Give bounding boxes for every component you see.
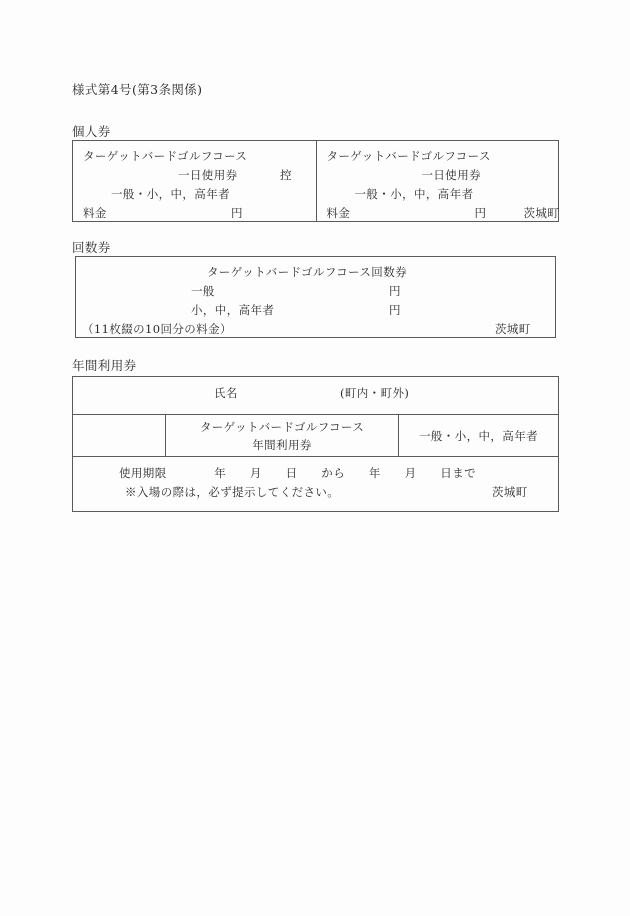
- form-number-title: 様式第4号(第3条関係): [72, 82, 203, 97]
- annual-pass-name-row: [73, 377, 558, 415]
- ticket-currency-unit: 円: [474, 206, 487, 220]
- section-caption-personal-ticket: 個人券: [72, 124, 111, 139]
- coupon-minor-senior-currency: 円: [389, 303, 401, 317]
- ticket-course-name: ターゲットバードゴルフコース: [83, 149, 248, 163]
- annual-pass-course-name: ターゲットバードゴルフコース: [199, 419, 365, 434]
- ticket-fee-label: 料金: [83, 206, 107, 220]
- annual-pass-validity-period: 使用期限 年 月 日 から 年 月 日まで: [119, 466, 476, 480]
- ticket-age-categories: 一般・小，中，高年者: [111, 187, 230, 201]
- annual-pass-term-row: [73, 457, 558, 513]
- coupon-book-table: [75, 256, 556, 338]
- ticket-day-pass-label: 一日使用券: [421, 168, 481, 182]
- ticket-fee-label: 料金: [326, 206, 351, 220]
- annual-pass-presentation-notice: ※入場の際は，必ず提示してください。: [125, 485, 340, 499]
- coupon-adult-label: 一般: [191, 284, 215, 298]
- coupon-title: ターゲットバードゴルフコース回数券: [207, 265, 407, 279]
- ticket-age-categories: 一般・小，中，高年者: [354, 187, 474, 201]
- coupon-price-note: （11枚綴の10回分の料金）: [82, 322, 232, 336]
- annual-pass-issuer-town: 茨城町: [492, 485, 528, 499]
- annual-pass-age-cell: [399, 415, 558, 456]
- personal-ticket-stub-cell: [73, 141, 316, 221]
- coupon-adult-currency: 円: [389, 284, 401, 298]
- annual-pass-residency-label: (町内・町外): [340, 386, 410, 400]
- ticket-day-pass-label: 一日使用券: [178, 168, 238, 182]
- annual-pass-age-categories: 一般・小，中，高年者: [419, 428, 538, 443]
- annual-pass-name-label: 氏名: [214, 386, 238, 400]
- annual-pass-detail-row: [73, 415, 558, 457]
- section-caption-coupon-book: 回数券: [72, 240, 111, 255]
- annual-pass-type-label: 年間利用券: [252, 437, 312, 452]
- ticket-course-name: ターゲットバードゴルフコース: [326, 149, 491, 163]
- personal-ticket-table: [72, 140, 559, 222]
- ticket-currency-unit: 円: [231, 206, 243, 220]
- annual-pass-course-cell: [166, 415, 399, 456]
- ticket-stub-marker: 控: [280, 168, 292, 182]
- coupon-issuer-town: 茨城町: [495, 322, 531, 336]
- section-caption-annual-pass: 年間利用券: [72, 358, 137, 373]
- annual-pass-table: [72, 376, 559, 512]
- ticket-issuer-town: 茨城町: [523, 206, 560, 220]
- annual-pass-blank-cell: [73, 415, 166, 456]
- coupon-minor-senior-label: 小，中，高年者: [191, 303, 275, 317]
- personal-ticket-main-cell: [316, 141, 559, 221]
